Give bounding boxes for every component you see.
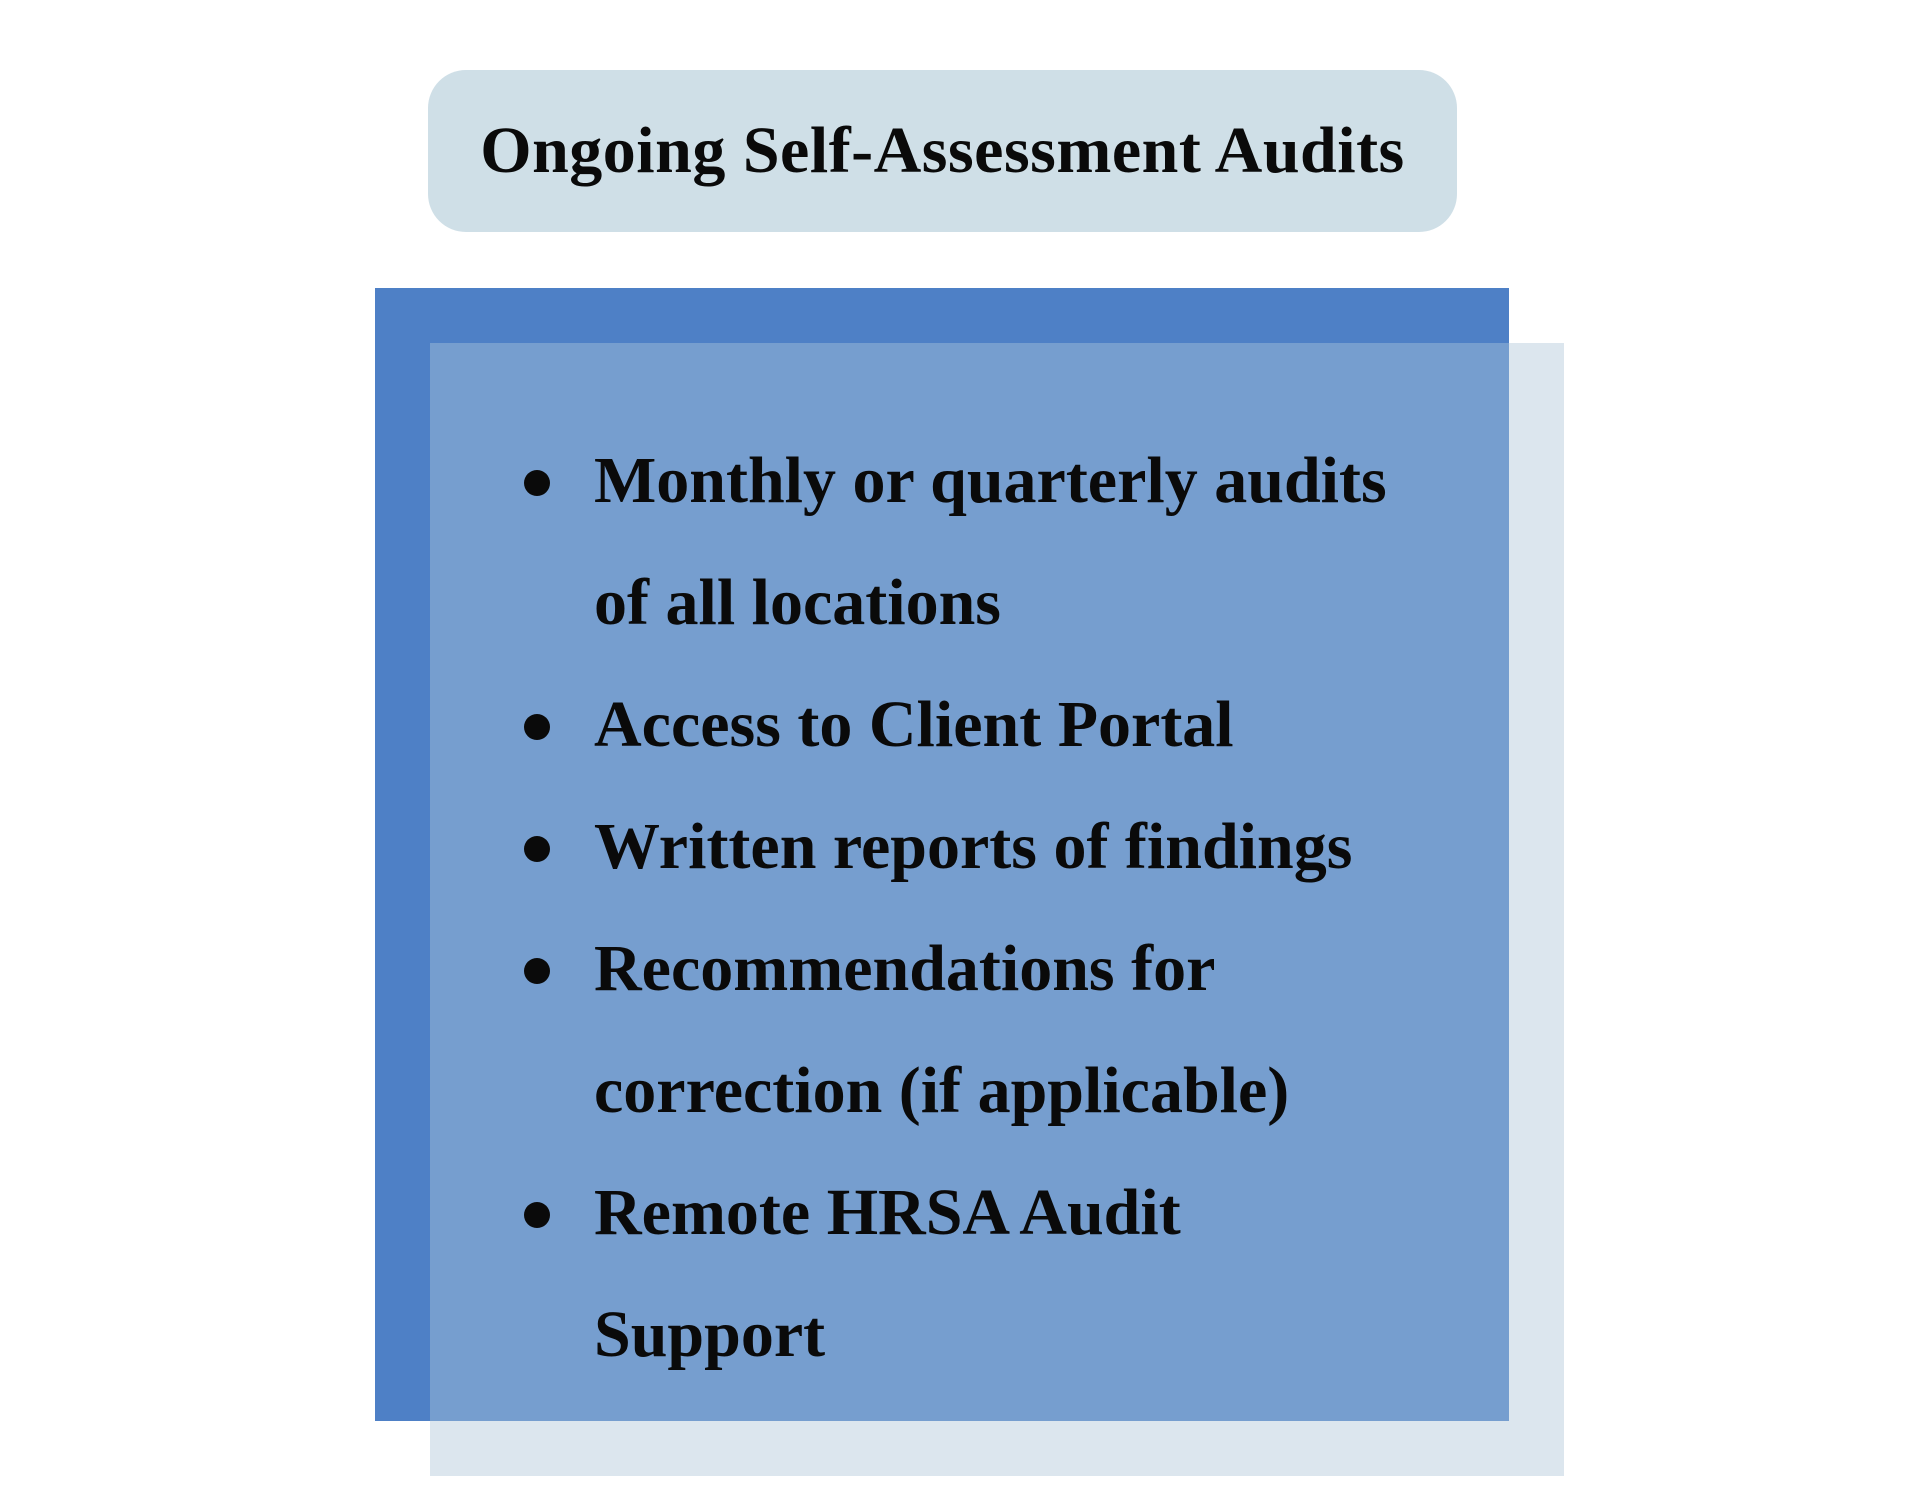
list-item-text: Remote HRSA Audit Support	[594, 1176, 1181, 1371]
bullet-icon	[524, 836, 550, 862]
list-item-text: Recommendations for correction (if applicable)	[594, 932, 1290, 1127]
list-item	[520, 664, 1420, 786]
feature-list	[520, 420, 1420, 1396]
title-banner	[428, 70, 1457, 232]
bullet-icon	[524, 1202, 550, 1228]
list-item-text: Access to Client Portal	[594, 688, 1234, 761]
bullet-icon	[524, 714, 550, 740]
list-item-text: Monthly or quarterly audits of all locations	[594, 444, 1387, 639]
list-item	[520, 1152, 1420, 1396]
bullet-icon	[524, 958, 550, 984]
list-item	[520, 908, 1420, 1152]
page-title: Ongoing Self-Assessment Audits	[480, 114, 1405, 187]
list-item	[520, 786, 1420, 908]
list-item-text: Written reports of findings	[594, 810, 1353, 883]
bullet-icon	[524, 470, 550, 496]
list-item	[520, 420, 1420, 664]
